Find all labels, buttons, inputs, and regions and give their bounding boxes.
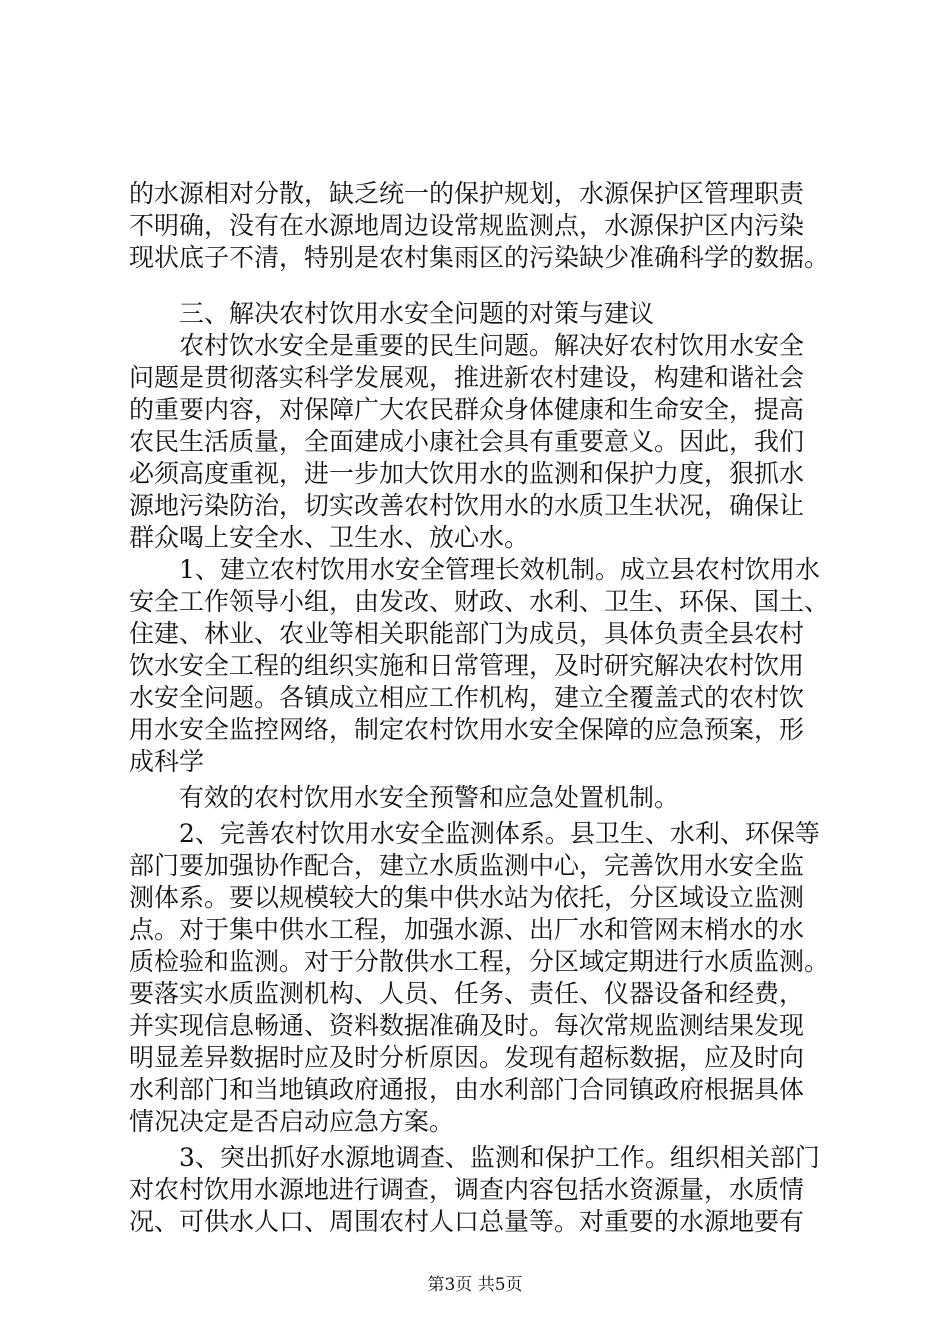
section-heading: 三、解决农村饮用水安全问题的对策与建议: [179, 299, 655, 328]
paragraph-line: 水利部门和当地镇政府通报，由水利部门合同镇政府根据具体: [129, 1075, 805, 1104]
paragraph-line: 明显差异数据时应及时分析原因。发现有超标数据，应及时向: [129, 1043, 805, 1072]
paragraph-line: 必须高度重视，进一步加大饮用水的监测和保护力度，狠抓水: [129, 459, 805, 488]
paragraph-line: 3、突出抓好水源地调查、监测和保护工作。组织相关部门: [179, 1143, 820, 1172]
paragraph-line: 成科学: [129, 747, 205, 776]
paragraph-line: 部门要加强协作配合，建立水质监测中心，完善饮用水安全监: [129, 851, 805, 880]
paragraph-line: 1、建立农村饮用水安全管理长效机制。成立县农村饮用水: [179, 555, 820, 584]
paragraph-line: 况、可供水人口、周围农村人口总量等。对重要的水源地要有: [129, 1207, 805, 1236]
paragraph-line: 问题是贯彻落实科学发展观，推进新农村建设，构建和谐社会: [129, 363, 805, 392]
paragraph-line: 质检验和监测。对于分散供水工程，分区域定期进行水质监测。: [129, 947, 830, 976]
paragraph-line: 住建、林业、农业等相关职能部门为成员，具体负责全县农村: [129, 619, 805, 648]
paragraph-line: 有效的农村饮用水安全预警和应急处置机制。: [179, 783, 680, 812]
paragraph-line: 2、完善农村饮用水安全监测体系。县卫生、水利、环保等: [179, 819, 820, 848]
page-indicator: 第3页 共5页: [427, 1275, 523, 1295]
text-line: 的水源相对分散，缺乏统一的保护规划，水源保护区管理职责: [129, 179, 805, 208]
paragraph-line: 点。对于集中供水工程，加强水源、出厂水和管网末梢水的水: [129, 915, 805, 944]
paragraph-line: 测体系。要以规模较大的集中供水站为依托，分区域设立监测: [129, 883, 805, 912]
paragraph-line: 群众喝上安全水、卫生水、放心水。: [129, 523, 530, 552]
paragraph-line: 农民生活质量，全面建成小康社会具有重要意义。因此，我们: [129, 427, 805, 456]
text-line: 现状底子不清，特别是农村集雨区的污染缺少准确科学的数据。: [129, 243, 830, 272]
paragraph-line: 要落实水质监测机构、人员、任务、责任、仪器设备和经费，: [129, 979, 805, 1008]
paragraph-line: 源地污染防治，切实改善农村饮用水的水质卫生状况，确保让: [129, 491, 805, 520]
paragraph-line: 饮水安全工程的组织实施和日常管理，及时研究解决农村饮用: [129, 651, 805, 680]
text-line: 不明确，没有在水源地周边设常规监测点，水源保护区内污染: [129, 211, 805, 240]
paragraph-line: 水安全问题。各镇成立相应工作机构，建立全覆盖式的农村饮: [129, 683, 805, 712]
paragraph-line: 的重要内容，对保障广大农民群众身体健康和生命安全，提高: [129, 395, 805, 424]
paragraph-line: 对农村饮用水源地进行调查，调查内容包括水资源量，水质情: [129, 1175, 805, 1204]
paragraph-line: 情况决定是否启动应急方案。: [129, 1107, 455, 1136]
paragraph-line: 农村饮水安全是重要的民生问题。解决好农村饮用水安全: [179, 331, 805, 360]
paragraph-line: 用水安全监控网络，制定农村饮用水安全保障的应急预案，形: [129, 715, 805, 744]
paragraph-line: 并实现信息畅通、资料数据准确及时。每次常规监测结果发现: [129, 1011, 805, 1040]
paragraph-line: 安全工作领导小组，由发改、财政、水利、卫生、环保、国土、: [129, 587, 830, 616]
